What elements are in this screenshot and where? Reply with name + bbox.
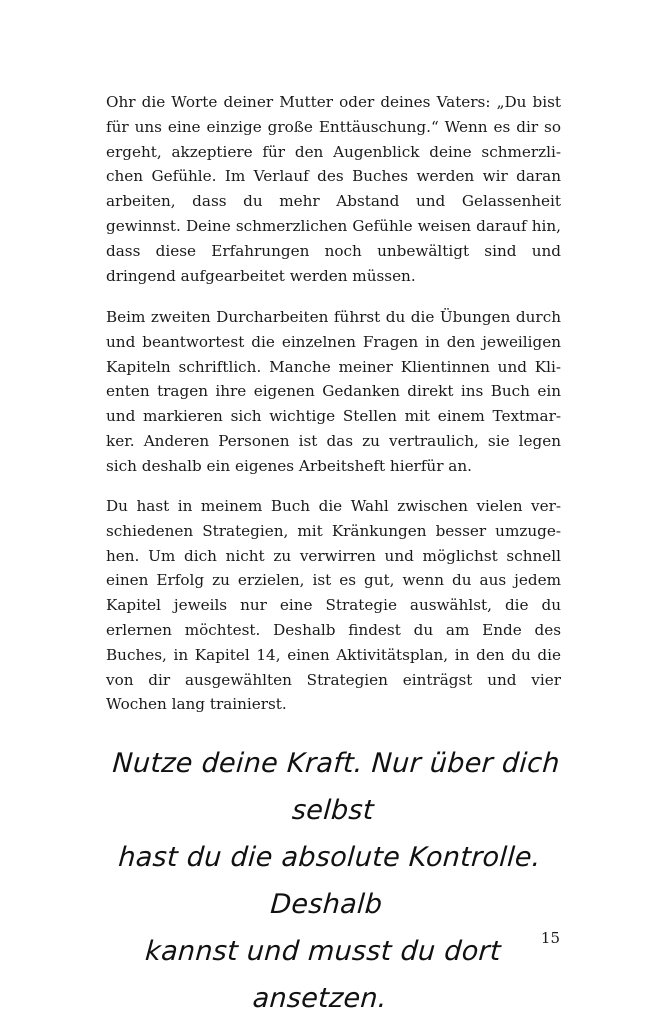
handwritten-quote [80,740,576,1022]
paragraph-1 [106,90,561,288]
paragraph-3-text: Du hast in meinem Buch die Wahl zwischen vielen verschiedenen Strategien, mit Kränkungen besser umzugehen. Um dich nicht zu verwirren und möglichst schnell einen Erfolg zu erzielen, ist es gut, wenn du aus jedem Kapitel jeweils nur eine Strategie auswählst, die du erlernen möchtest. Deshalb findest du am Ende des Buches, in Kapitel 14, einen Aktivitätsplan, in den du die von dir ausgewählten Strategien einträgst und vier Wochen lang trainierst. [106,497,561,714]
paragraph-3 [106,494,561,717]
page-number: 15 [540,929,560,947]
quote-line-1: Nutze deine Kraft. Nur über dich selbst [111,748,561,826]
paragraph-2-text: Beim zweiten Durcharbeiten führst du die Übungen durch und beantwortest die einzelnen Fragen in den jeweiligen Kapiteln schriftlich. Manche meiner Klientinnen und Klienten tragen ihre eigenen Gedanken direkt ins Buch ein und markieren sich wichtige Stellen mit einem Textmarker. Anderen Personen ist das zu vertraulich, sie legen sich deshalb ein eigenes Arbeitsheft hierfür an. [106,308,561,475]
paragraph-2 [106,305,561,479]
paragraph-1-text: Ohr die Worte deiner Mutter oder deines Vaters: „Du bist für uns eine einzige große Enttäuschung.“ Wenn es dir so ergeht, akzeptiere für den Augenblick deine schmerzlichen Gefühle. Im Verlauf des Buches werden wir daran arbeiten, dass du mehr Abstand und Gelassenheit gewinnst. Deine schmerzlichen Gefühle weisen darauf hin, dass diese Erfahrungen noch unbewältigt sind und dringend aufgearbeitet werden müssen. [106,93,561,285]
quote-line-2: hast du die absolute Kontrolle. Deshalb [117,842,542,920]
quote-line-3: kannst und musst du dort ansetzen. [144,936,502,1014]
